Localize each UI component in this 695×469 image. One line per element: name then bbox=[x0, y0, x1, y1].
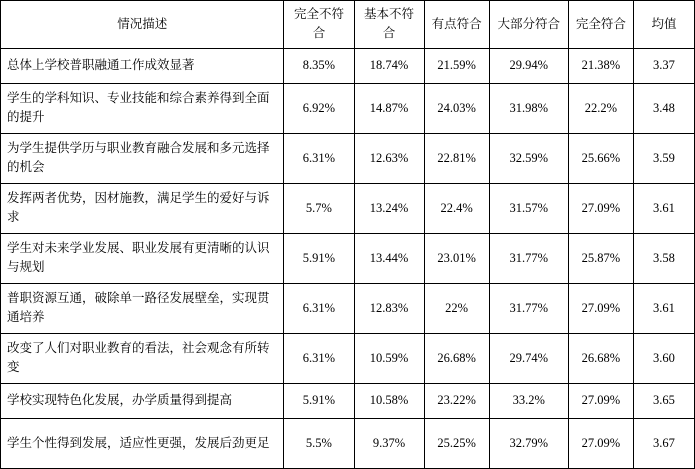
cell-strongly-agree: 25.66% bbox=[568, 133, 633, 183]
row-description: 学校实现特色化发展，办学质量得到提高 bbox=[1, 383, 284, 418]
cell-mostly-disagree: 12.63% bbox=[354, 133, 424, 183]
cell-somewhat-agree: 22.81% bbox=[424, 133, 489, 183]
cell-mean: 3.60 bbox=[633, 333, 694, 383]
cell-mean: 3.48 bbox=[633, 83, 694, 133]
cell-somewhat-agree: 24.03% bbox=[424, 83, 489, 133]
cell-mean: 3.61 bbox=[633, 283, 694, 333]
table-row bbox=[1, 383, 695, 418]
table-row bbox=[1, 83, 695, 133]
cell-somewhat-agree: 22% bbox=[424, 283, 489, 333]
row-description: 学生的学科知识、专业技能和综合素养得到全面的提升 bbox=[1, 83, 284, 133]
table-row bbox=[1, 283, 695, 333]
cell-strongly-disagree: 5.5% bbox=[284, 418, 354, 468]
cell-mostly-agree: 29.74% bbox=[489, 333, 568, 383]
cell-mean: 3.59 bbox=[633, 133, 694, 183]
row-description: 为学生提供学历与职业教育融合发展和多元选择的机会 bbox=[1, 133, 284, 183]
cell-somewhat-agree: 26.68% bbox=[424, 333, 489, 383]
table-row bbox=[1, 48, 695, 83]
cell-strongly-disagree: 5.7% bbox=[284, 183, 354, 233]
row-description: 学生个性得到发展，适应性更强，发展后劲更足 bbox=[1, 418, 284, 468]
cell-strongly-agree: 21.38% bbox=[568, 48, 633, 83]
cell-somewhat-agree: 22.4% bbox=[424, 183, 489, 233]
row-description: 发挥两者优势，因材施教，满足学生的爱好与诉求 bbox=[1, 183, 284, 233]
column-header-description: 情况描述 bbox=[1, 1, 284, 49]
row-description: 改变了人们对职业教育的看法，社会观念有所转变 bbox=[1, 333, 284, 383]
cell-mostly-agree: 32.59% bbox=[489, 133, 568, 183]
table-row bbox=[1, 183, 695, 233]
cell-mostly-disagree: 18.74% bbox=[354, 48, 424, 83]
table-header bbox=[1, 1, 695, 49]
column-header-strongly-disagree: 完全不符合 bbox=[284, 1, 354, 49]
cell-mostly-agree: 31.98% bbox=[489, 83, 568, 133]
cell-somewhat-agree: 23.01% bbox=[424, 233, 489, 283]
cell-somewhat-agree: 25.25% bbox=[424, 418, 489, 468]
table-header-row bbox=[1, 1, 695, 49]
cell-strongly-disagree: 5.91% bbox=[284, 383, 354, 418]
row-description: 学生对未来学业发展、职业发展有更清晰的认识与规划 bbox=[1, 233, 284, 283]
cell-mostly-agree: 31.57% bbox=[489, 183, 568, 233]
cell-strongly-disagree: 6.31% bbox=[284, 283, 354, 333]
cell-mostly-agree: 31.77% bbox=[489, 283, 568, 333]
cell-mean: 3.65 bbox=[633, 383, 694, 418]
table-row bbox=[1, 133, 695, 183]
cell-mostly-disagree: 9.37% bbox=[354, 418, 424, 468]
cell-strongly-agree: 25.87% bbox=[568, 233, 633, 283]
cell-somewhat-agree: 21.59% bbox=[424, 48, 489, 83]
table-row bbox=[1, 233, 695, 283]
cell-mostly-disagree: 12.83% bbox=[354, 283, 424, 333]
cell-strongly-agree: 26.68% bbox=[568, 333, 633, 383]
cell-strongly-disagree: 6.31% bbox=[284, 133, 354, 183]
cell-strongly-agree: 27.09% bbox=[568, 418, 633, 468]
cell-strongly-disagree: 6.92% bbox=[284, 83, 354, 133]
cell-mean: 3.58 bbox=[633, 233, 694, 283]
cell-mostly-disagree: 10.58% bbox=[354, 383, 424, 418]
column-header-mean: 均值 bbox=[633, 1, 694, 49]
cell-mostly-disagree: 10.59% bbox=[354, 333, 424, 383]
cell-strongly-disagree: 8.35% bbox=[284, 48, 354, 83]
row-description: 总体上学校普职融通工作成效显著 bbox=[1, 48, 284, 83]
column-header-mostly-agree: 大部分符合 bbox=[489, 1, 568, 49]
column-header-mostly-disagree: 基本不符合 bbox=[354, 1, 424, 49]
row-description: 普职资源互通，破除单一路径发展壁垒，实现贯通培养 bbox=[1, 283, 284, 333]
cell-strongly-agree: 27.09% bbox=[568, 183, 633, 233]
cell-mostly-agree: 29.94% bbox=[489, 48, 568, 83]
cell-mean: 3.37 bbox=[633, 48, 694, 83]
cell-mean: 3.67 bbox=[633, 418, 694, 468]
cell-mostly-agree: 33.2% bbox=[489, 383, 568, 418]
column-header-strongly-agree: 完全符合 bbox=[568, 1, 633, 49]
cell-strongly-agree: 27.09% bbox=[568, 283, 633, 333]
table-body bbox=[1, 48, 695, 468]
cell-mostly-disagree: 13.24% bbox=[354, 183, 424, 233]
cell-mostly-disagree: 13.44% bbox=[354, 233, 424, 283]
cell-strongly-disagree: 5.91% bbox=[284, 233, 354, 283]
cell-mean: 3.61 bbox=[633, 183, 694, 233]
column-header-somewhat-agree: 有点符合 bbox=[424, 1, 489, 49]
cell-strongly-agree: 22.2% bbox=[568, 83, 633, 133]
cell-somewhat-agree: 23.22% bbox=[424, 383, 489, 418]
cell-mostly-agree: 32.79% bbox=[489, 418, 568, 468]
table-row bbox=[1, 333, 695, 383]
cell-mostly-disagree: 14.87% bbox=[354, 83, 424, 133]
cell-mostly-agree: 31.77% bbox=[489, 233, 568, 283]
cell-strongly-disagree: 6.31% bbox=[284, 333, 354, 383]
table-row bbox=[1, 418, 695, 468]
cell-strongly-agree: 27.09% bbox=[568, 383, 633, 418]
